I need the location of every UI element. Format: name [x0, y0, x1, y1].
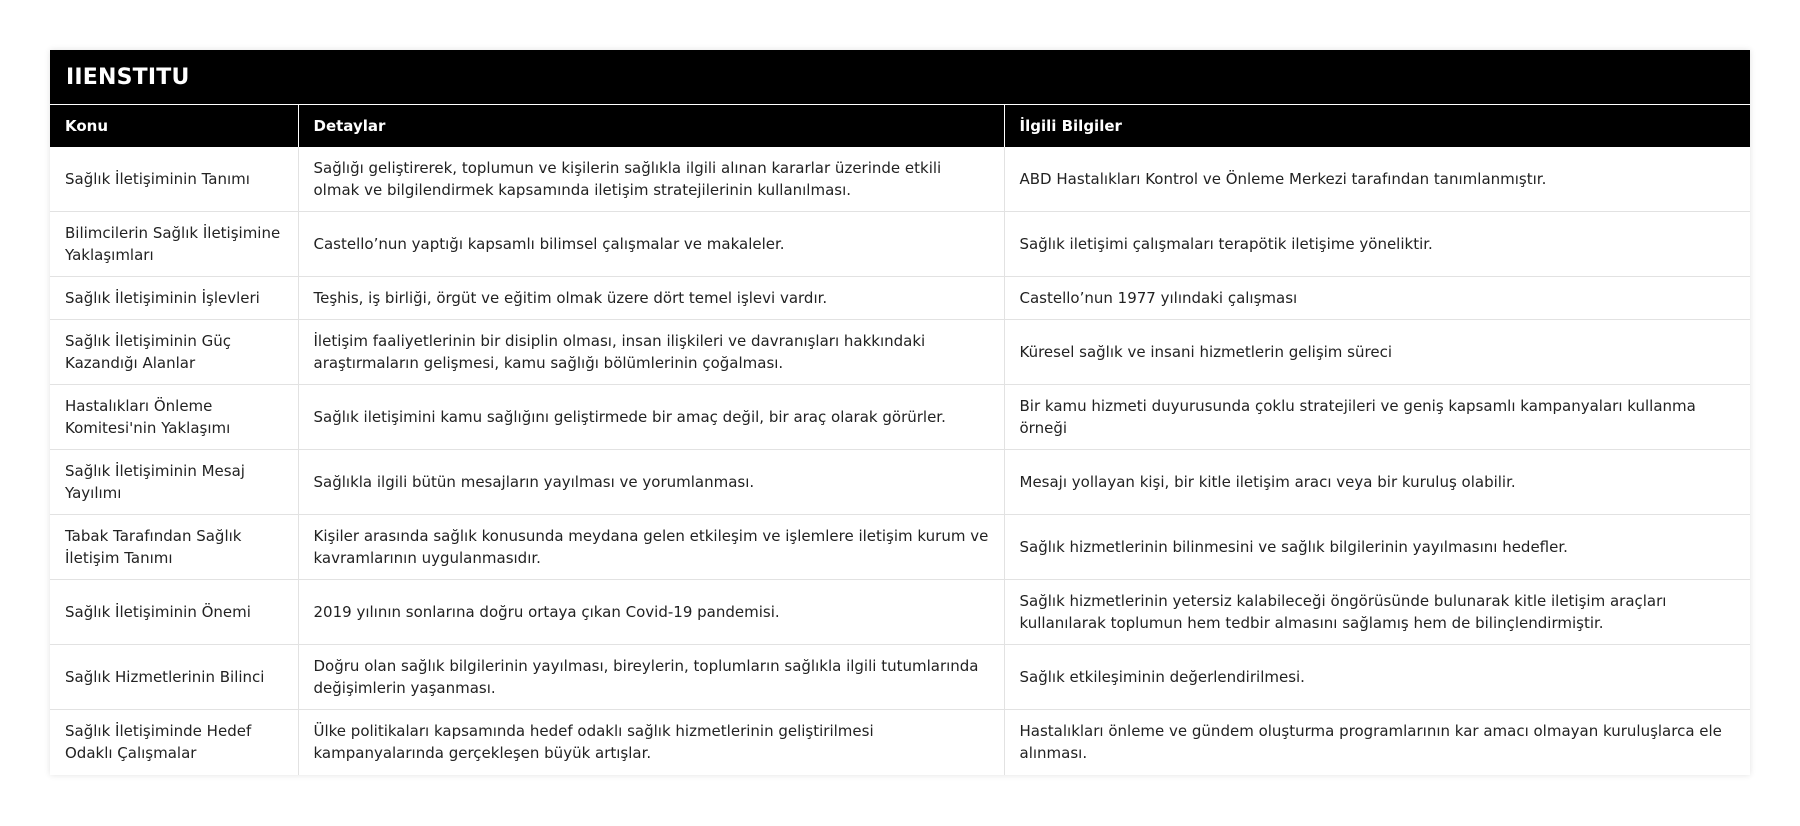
cell-detaylar: Castello’nun yaptığı kapsamlı bilimsel çalışmalar ve makaleler.	[298, 212, 1004, 277]
cell-detaylar: Doğru olan sağlık bilgilerinin yayılması, bireylerin, toplumların sağlıkla ilgili tutumlarında değişimlerin yaşanması.	[298, 645, 1004, 710]
cell-ilgili-bilgiler: Sağlık hizmetlerinin bilinmesini ve sağlık bilgilerinin yayılmasını hedefler.	[1004, 515, 1750, 580]
cell-detaylar: Sağlığı geliştirerek, toplumun ve kişilerin sağlıkla ilgili alınan kararlar üzerinde etkili olmak ve bilgilendirmek kapsamında iletişim stratejilerinin kullanılması.	[298, 147, 1004, 212]
cell-ilgili-bilgiler: Bir kamu hizmeti duyurusunda çoklu stratejileri ve geniş kapsamlı kampanyaları kullanma örneği	[1004, 385, 1750, 450]
table-row	[50, 515, 1750, 580]
cell-konu: Sağlık İletişiminin Önemi	[50, 580, 298, 645]
cell-ilgili-bilgiler: ABD Hastalıkları Kontrol ve Önleme Merkezi tarafından tanımlanmıştır.	[1004, 147, 1750, 212]
cell-detaylar: Sağlık iletişimini kamu sağlığını geliştirmede bir amaç değil, bir araç olarak görürler.	[298, 385, 1004, 450]
cell-detaylar: 2019 yılının sonlarına doğru ortaya çıkan Covid-19 pandemisi.	[298, 580, 1004, 645]
cell-konu: Sağlık İletişiminde Hedef Odaklı Çalışmalar	[65, 722, 252, 763]
cell-detaylar: Sağlıkla ilgili bütün mesajların yayılması ve yorumlanması.	[298, 450, 1004, 515]
table-row	[50, 385, 1750, 450]
column-header-ilgili-bilgiler: İlgili Bilgiler	[1004, 105, 1750, 147]
cell-konu: Tabak Tarafından Sağlık İletişim Tanımı	[50, 515, 298, 580]
cell-konu: Hastalıkları Önleme Komitesi'nin Yaklaşımı	[50, 385, 298, 450]
cell-ilgili-bilgiler: Sağlık iletişimi çalışmaları terapötik iletişime yöneliktir.	[1004, 212, 1750, 277]
table-row	[50, 277, 1750, 320]
cell-ilgili-bilgiler: Sağlık etkileşiminin değerlendirilmesi.	[1004, 645, 1750, 710]
table-row	[50, 710, 1750, 775]
info-table	[50, 104, 1750, 775]
table-title: IIENSTITU	[50, 50, 1750, 104]
cell-konu: Sağlık İletişiminin Tanımı	[50, 147, 298, 212]
cell-ilgili-bilgiler: Sağlık hizmetlerinin yetersiz kalabileceği öngörüsünde bulunarak kitle iletişim araçları kullanılarak toplumun hem tedbir almasını sağlamış hem de bilinçlendirmiştir.	[1004, 580, 1750, 645]
cell-detaylar: Kişiler arasında sağlık konusunda meydana gelen etkileşim ve işlemlere iletişim kurum ve kavramlarının uygulanmasıdır.	[298, 515, 1004, 580]
cell-konu: Sağlık Hizmetlerinin Bilinci	[50, 645, 298, 710]
cell-ilgili-bilgiler: Hastalıkları önleme ve gündem oluşturma programlarının kar amacı olmayan kuruluşlarca ele alınması.	[1004, 710, 1750, 775]
cell-ilgili-bilgiler: Mesajı yollayan kişi, bir kitle iletişim aracı veya bir kuruluş olabilir.	[1004, 450, 1750, 515]
cell-detaylar: Ülke politikaları kapsamında hedef odaklı sağlık hizmetlerinin geliştirilmesi kampanyalarında gerçekleşen büyük artışlar.	[298, 710, 1004, 775]
cell-ilgili-bilgiler: Küresel sağlık ve insani hizmetlerin gelişim süreci	[1004, 320, 1750, 385]
info-table-card	[50, 50, 1750, 775]
column-header-konu: Konu	[50, 105, 298, 147]
table-row	[50, 580, 1750, 645]
cell-konu: Bilimcilerin Sağlık İletişimine Yaklaşımları	[50, 212, 298, 277]
column-header-detaylar: Detaylar	[298, 105, 1004, 147]
cell-detaylar: Teşhis, iş birliği, örgüt ve eğitim olmak üzere dört temel işlevi vardır.	[298, 277, 1004, 320]
table-row	[50, 320, 1750, 385]
cell-ilgili-bilgiler: Castello’nun 1977 yılındaki çalışması	[1004, 277, 1750, 320]
cell-konu: Sağlık İletişiminin Mesaj Yayılımı	[50, 450, 298, 515]
table-row	[50, 212, 1750, 277]
table-row	[50, 645, 1750, 710]
cell-konu: Sağlık İletişiminin İşlevleri	[50, 277, 298, 320]
table-row	[50, 147, 1750, 212]
header-row	[50, 105, 1750, 147]
cell-konu: Sağlık İletişiminin Güç Kazandığı Alanlar	[50, 320, 298, 385]
cell-detaylar: İletişim faaliyetlerinin bir disiplin olması, insan ilişkileri ve davranışları hakkındaki araştırmaların gelişmesi, kamu sağlığı bölümlerinin çoğalması.	[298, 320, 1004, 385]
table-row	[50, 450, 1750, 515]
